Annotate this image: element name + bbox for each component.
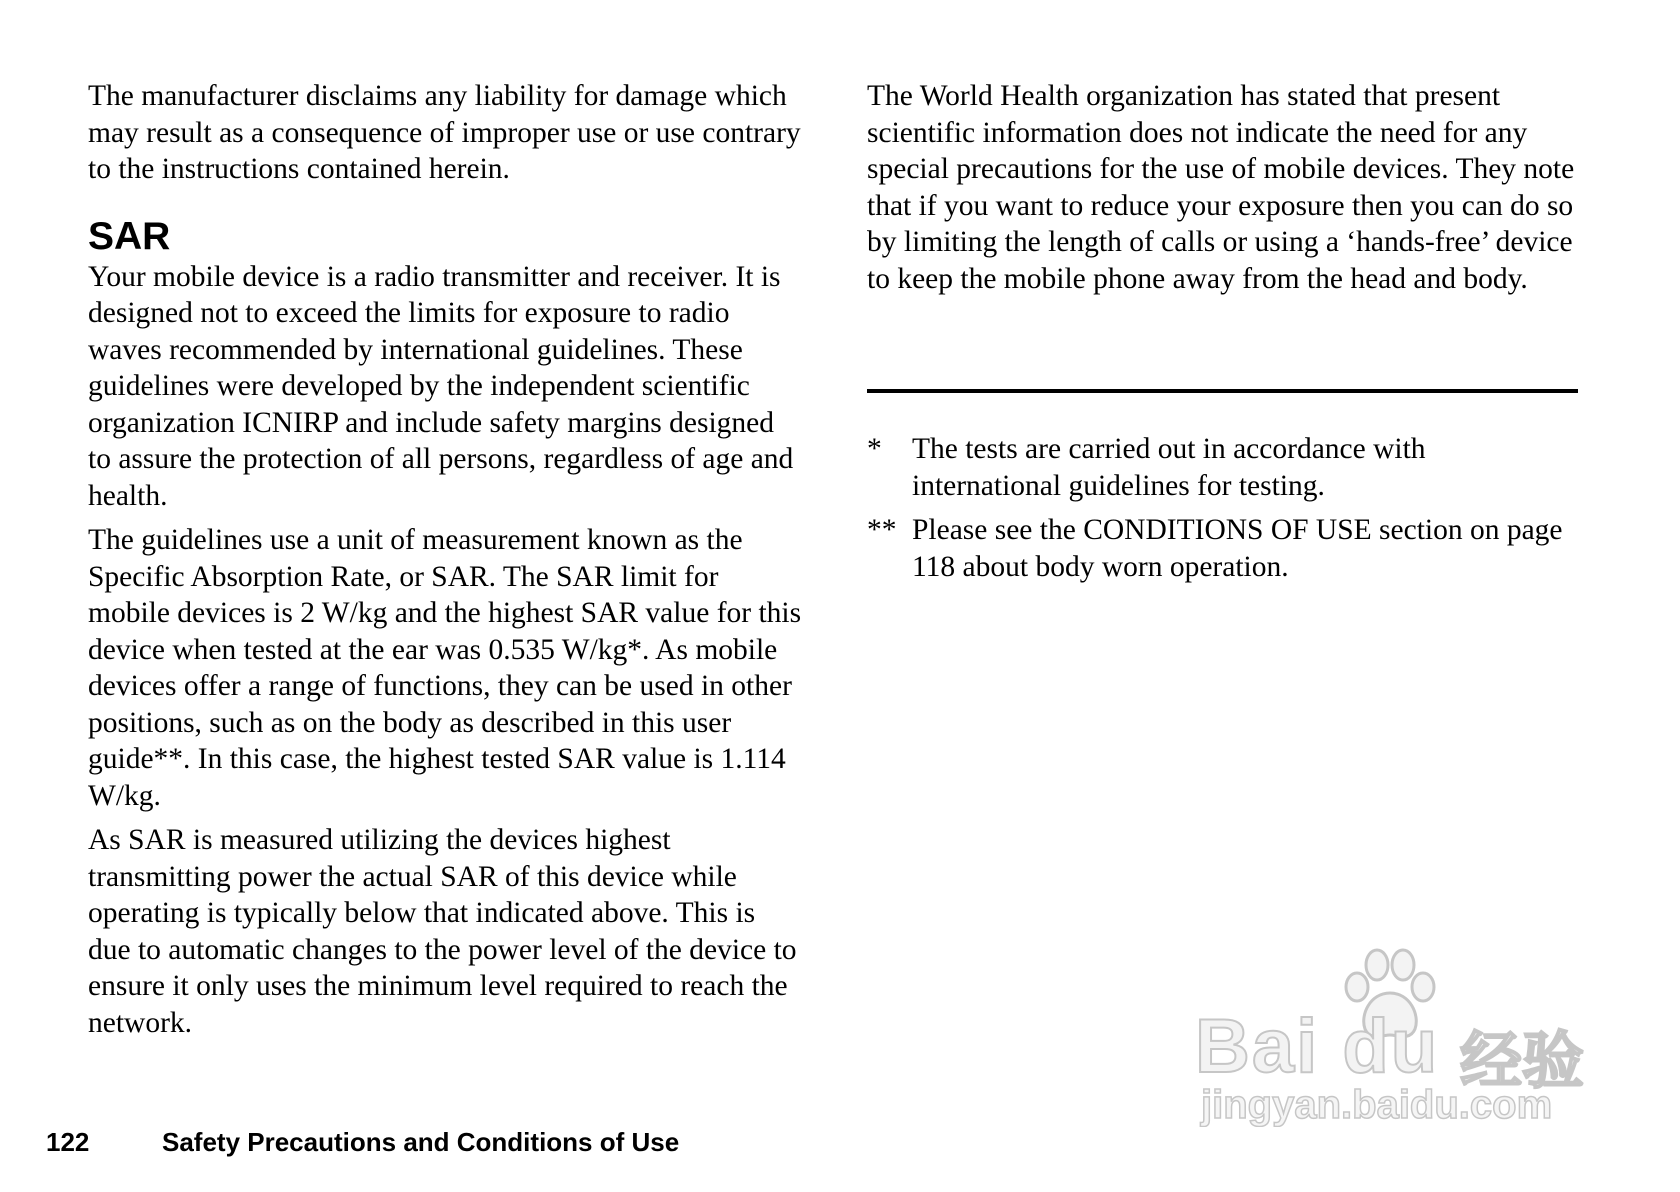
watermark-chinese: 经验	[1460, 1027, 1585, 1096]
sar-paragraph-1: Your mobile device is a radio transmitter and receiver. It is designed not to exceed the limits for exposure to radio waves recommended by international guidelines. These guidelines were developed by the independent scientific organization ICNIRP and include safety margins designed to assure the protection of all persons, regardless of age and health.	[88, 260, 794, 512]
baidu-watermark	[1195, 945, 1605, 1145]
footnote-marker: **	[867, 514, 897, 546]
footnote-item	[867, 431, 1579, 504]
right-column	[867, 78, 1579, 305]
footnote-marker: *	[867, 433, 882, 465]
watermark-url: jingyan.baidu.com	[1201, 1083, 1553, 1127]
sar-paragraph-3: As SAR is measured utilizing the devices highest transmitting power the actual SAR of this device while operating is typically below that indicated above. This is due to automatic changes to the power level of the device to ensure it only uses the minimum level required to reach the network.	[88, 824, 797, 1039]
sar-paragraph-2: The guidelines use a unit of measurement known as the Specific Absorption Rate, or SAR. The SAR limit for mobile devices is 2 W/kg and the highest SAR value for this device when tested at the ear was 0.535 W/kg*. As mobile devices offer a range of functions, they can be used in other positions, such as on the body as described in this user guide**. In this case, the highest tested SAR value is 1.114 W/kg.	[88, 524, 802, 812]
who-paragraph: The World Health organization has stated that present scientific information does not indicate the need for any special precautions for the use of mobile devices. They note that if you want to reduce your exposure then you can do so by limiting the length of calls or using a ‘hands-free’ device to keep the mobile phone away from the head and body.	[867, 80, 1575, 295]
footnote-text: Please see the CONDITIONS OF USE section on page 118 about body worn operation.	[912, 514, 1563, 583]
disclaimer-paragraph: The manufacturer disclaims any liability for damage which may result as a consequence of improper use or use contrary to the instructions contained herein.	[88, 80, 801, 185]
footnote-text: The tests are carried out in accordance with international guidelines for testing.	[912, 433, 1426, 502]
left-column	[88, 78, 803, 1049]
page-number: 122	[46, 1127, 90, 1157]
section-heading-sar: SAR	[88, 214, 171, 258]
watermark-brand: Bai du	[1195, 1004, 1440, 1089]
footnote-divider	[867, 389, 1578, 393]
footer-section-title: Safety Precautions and Conditions of Use	[162, 1127, 680, 1157]
footnotes	[867, 431, 1579, 593]
footnote-item	[867, 512, 1579, 585]
